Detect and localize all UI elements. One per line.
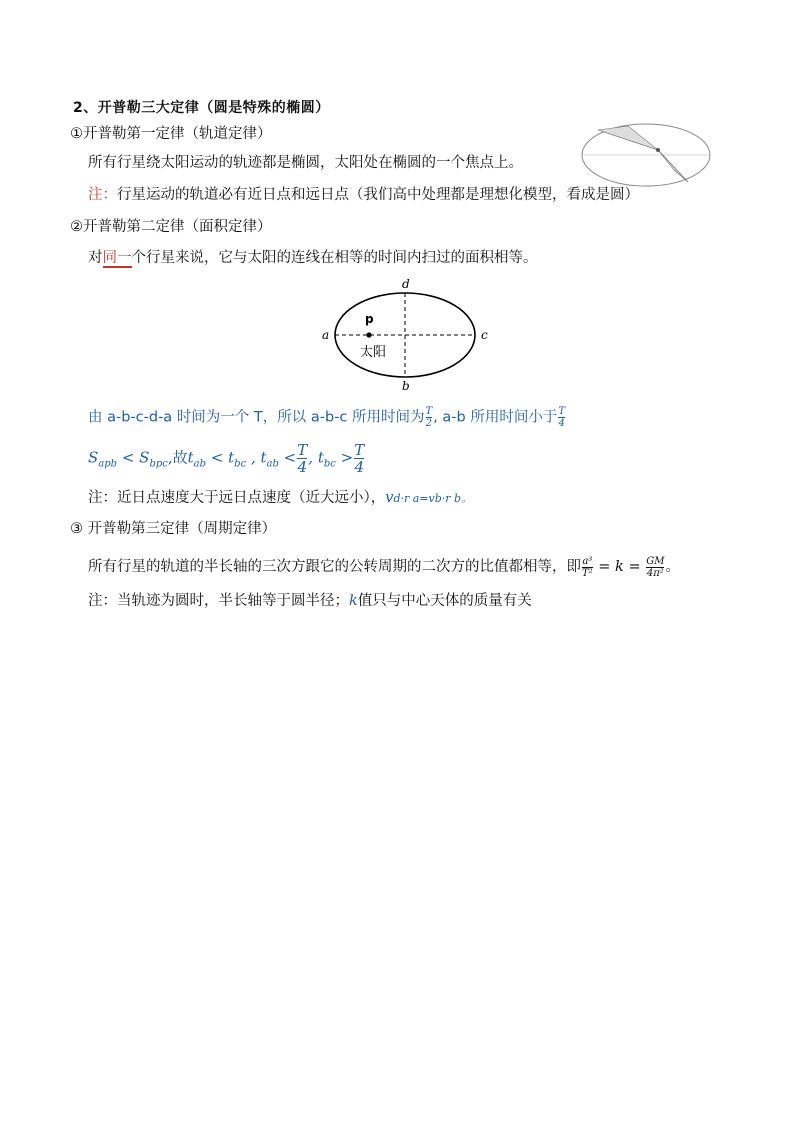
label-p: p [365, 312, 374, 326]
period-explanation [88, 406, 566, 429]
law3-title: ③ 开普勒第三定律（周期定律） [70, 521, 277, 537]
period-text-1: 由 a-b-c-d-a 时间为一个 T，所以 a-b-c 所用时间为 [88, 409, 425, 426]
fraction-t-over-4-big-2: $\frac{T}{4}$ [354, 441, 365, 476]
law2-title: ②开普勒第二定律（面积定律） [70, 219, 272, 235]
sun-dot [366, 332, 371, 337]
fraction-t-over-4-big: $\frac{T}{4}$ [297, 441, 308, 476]
law3-text: 所有行星的轨道的半长轴的三次方跟它的公转周期的二次方的比值都相等，即 $\frac{\text{a³}}{\text{T²}}$ = k = $\frac{GM}{\text{4π²}}$ 。 [88, 555, 680, 579]
law1-text: 所有行星绕太阳运动的轨迹都是椭圆，太阳处在椭圆的一个焦点上。 [88, 155, 523, 171]
label-a: a [322, 328, 330, 342]
law2-note-text: 注：近日点速度大于远日点速度（近大远小）， [88, 490, 386, 506]
law2-text [88, 248, 538, 268]
area-time-inequality: $S_{apb} < S_{bpc}$,故$t_{ab} < t_{bc}$ , $t_{ab}$ < $\frac{T}{4}$ , $t_{bc}$ > $\frac{T}{4}$ [88, 441, 365, 476]
fraction-t-over-2: $\frac{T}{2}$ [425, 406, 433, 429]
fraction-gm-over-4pi2: $\frac{GM}{\text{4π²}}$ [646, 555, 665, 579]
law2-note: 注：近日点速度大于远日点速度（近大远小），vd·r a=vb·r b。 [88, 490, 473, 506]
label-c: c [481, 328, 488, 342]
ellipse-orbit-diagram [310, 272, 500, 394]
emphasis-same: 同一 [102, 250, 132, 266]
label-sun: 太阳 [360, 345, 387, 360]
section-heading: 2、开普勒三大定律（圆是特殊的椭圆） [73, 100, 330, 116]
fraction-a3-over-t2: $\frac{\text{a³}}{\text{T²}}$ [582, 555, 593, 579]
law2-text-post: 个行星来说，它与太阳的连线在相等的时间内扫过的面积相等。 [131, 250, 538, 266]
orbit-area-figure [578, 120, 714, 190]
period-text-2: , a-b 所用时间小于 [433, 409, 558, 426]
law2-text-pre: 对 [88, 250, 103, 266]
law3-note: 注：当轨迹为圆时，半长轴等于圆半径；k值只与中心天体的质量有关 [88, 593, 532, 609]
fraction-t-over-4: $\frac{T}{4}$ [558, 406, 566, 429]
law3-text-main: 所有行星的轨道的半长轴的三次方跟它的公转周期的二次方的比值都相等，即 [88, 559, 581, 575]
note-label: 注： [88, 187, 117, 203]
law1-note-text: 行星运动的轨道必有近日点和远日点（我们高中处理都是理想化模型，看成是圆） [117, 187, 639, 203]
law1-note [88, 185, 639, 205]
law1-title: ①开普勒第一定律（轨道定律） [70, 126, 272, 142]
label-b: b [402, 379, 410, 393]
label-d: d [402, 277, 410, 291]
